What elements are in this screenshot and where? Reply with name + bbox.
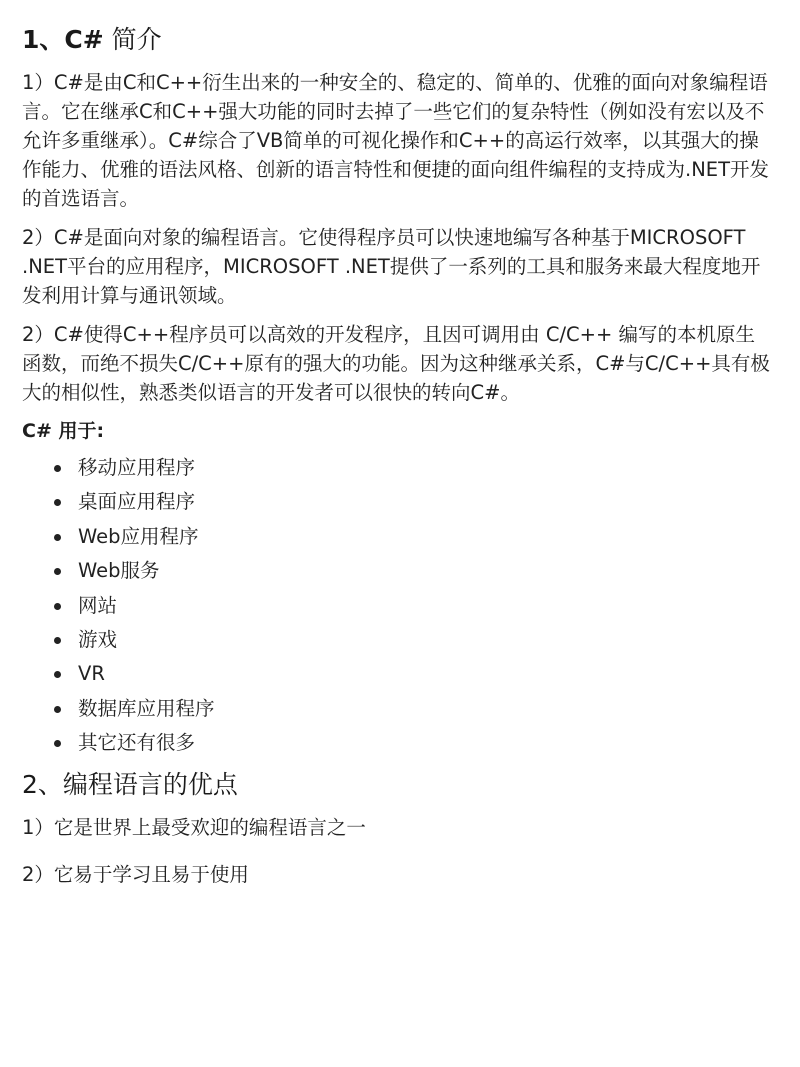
section-1-heading (22, 22, 770, 58)
section-1-title: 简介 (103, 25, 162, 54)
section-2-heading: 2、编程语言的优点 (22, 769, 238, 799)
list-item: Web应用程序 (78, 520, 770, 554)
list-item: VR (78, 657, 770, 691)
advantage-1: 1）它是世界上最受欢迎的编程语言之一 (22, 815, 366, 839)
section-1-number: 1、C# (22, 25, 104, 54)
paragraph-2: 2）C#是面向对象的编程语言。它使得程序员可以快速地编写各种基于MICROSOFT .NET平台的应用程序，MICROSOFT .NET提供了一系列的工具和服务来最大程度地开发利用计算与通讯领域。 (22, 226, 761, 307)
list-item: 网站 (78, 589, 770, 623)
list-item: 数据库应用程序 (78, 692, 770, 726)
uses-list (22, 451, 770, 761)
list-item: 其它还有很多 (78, 726, 770, 760)
paragraph-3: 2）C#使得C++程序员可以高效的开发程序，且因可调用由 C/C++ 编写的本机原生函数，而绝不损失C/C++原有的强大的功能。因为这种继承关系，C#与C/C++具有极大的相似性，熟悉类似语言的开发者可以很快的转向C#。 (22, 323, 770, 404)
paragraph-1: 1）C#是由C和C++衍生出来的一种安全的、稳定的、简单的、优雅的面向对象编程语言。它在继承C和C++强大功能的同时去掉了一些它们的复杂特性（例如没有宏以及不允许多重继承）。C#综合了VB简单的可视化操作和C++的高运行效率，以其强大的操作能力、优雅的语法风格、创新的语言特性和便捷的面向组件编程的支持成为.NET开发的首选语言。 (22, 71, 770, 210)
advantage-2: 2）它易于学习且易于使用 (22, 862, 249, 886)
list-item: Web服务 (78, 554, 770, 588)
list-item: 移动应用程序 (78, 451, 770, 485)
list-item: 游戏 (78, 623, 770, 657)
list-item: 桌面应用程序 (78, 485, 770, 519)
uses-label: C# 用于: (22, 420, 105, 442)
